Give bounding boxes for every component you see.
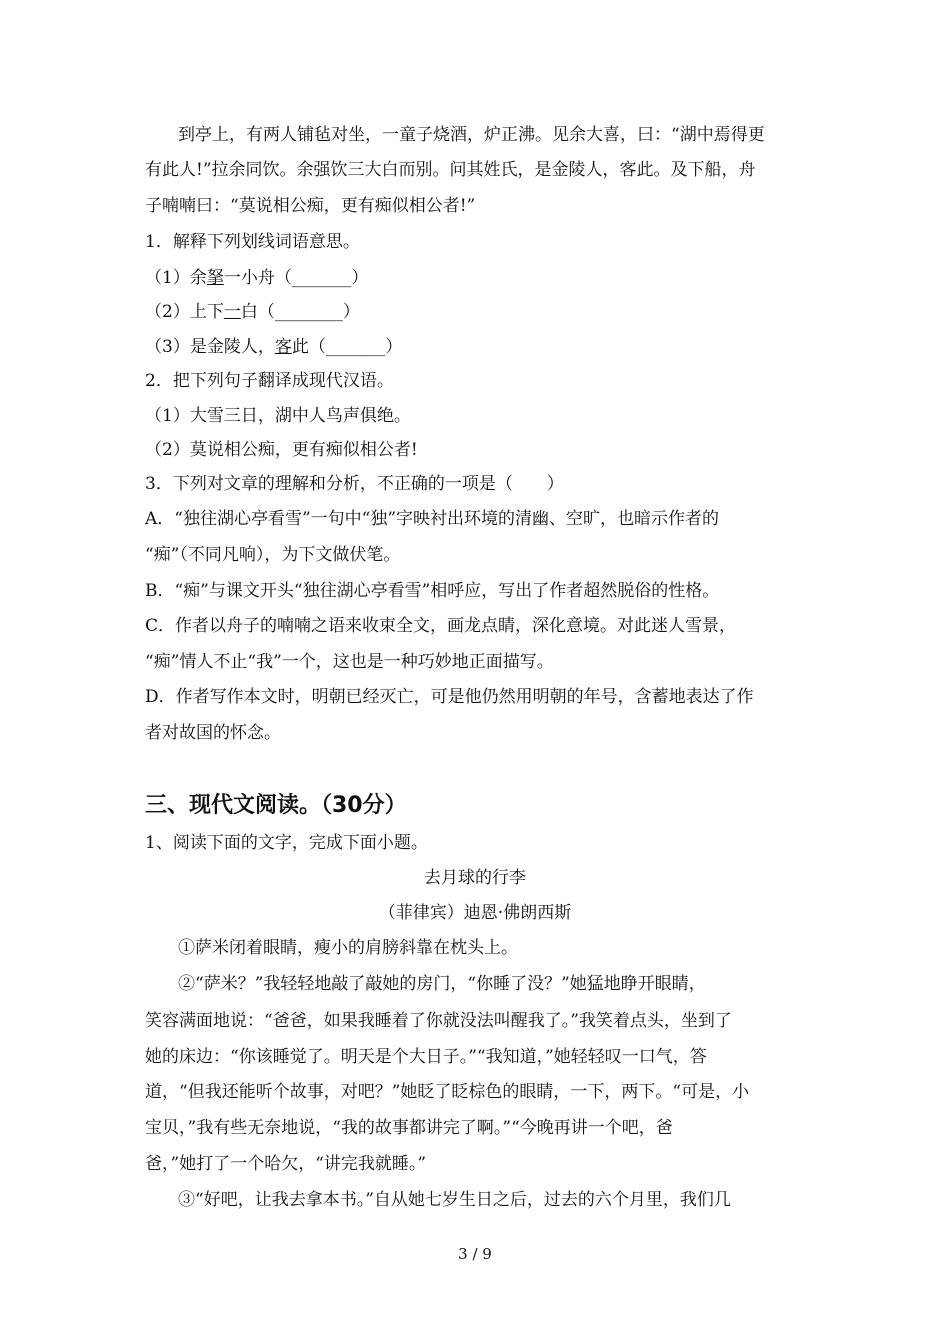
question-1-item bbox=[145, 301, 360, 323]
article-author: （菲律宾）迪恩·佛朗西斯 bbox=[378, 903, 572, 923]
option-b: B．“痴”与课文开头“独往湖心亭看雪”相呼应，写出了作者超然脱俗的性格。 bbox=[145, 581, 720, 601]
passage-line: 到亭上，有两人铺毡对坐，一童子烧酒，炉正沸。见余大喜，曰：“湖中焉得更 bbox=[178, 125, 765, 145]
paragraph-2-line: ②“萨米？”我轻轻地敲了敲她的房门，“你睡了没？”她猛地睁开眼睛， bbox=[178, 974, 706, 994]
section-heading: 三、现代文阅读。（30分） bbox=[145, 793, 407, 818]
option-a-continued: “痴”（不同凡响），为下文做伏笔。 bbox=[145, 545, 401, 565]
passage-line: 有此人!”拉余同饮。余强饮三大白而别。问其姓氏，是金陵人，客此。及下船，舟 bbox=[145, 160, 756, 180]
passage-line: 子喃喃曰：“莫说相公痴，更有痴似相公者!” bbox=[145, 196, 476, 216]
question-1-item bbox=[145, 267, 368, 289]
paragraph-2-line: 她的床边：“你该睡觉了。明天是个大日子。”“我知道，”她轻轻叹一口气，答 bbox=[145, 1047, 707, 1067]
underlined-word: 拏 bbox=[206, 268, 224, 288]
page-number: 3 / 9 bbox=[458, 1245, 492, 1263]
question-2-item: （2）莫说相公痴，更有痴似相公者! bbox=[145, 440, 418, 460]
item-text: 白（________） bbox=[240, 302, 360, 322]
underlined-word: 客 bbox=[274, 337, 292, 357]
item-text: 一小舟（_______） bbox=[223, 268, 369, 288]
item-text: （1）余 bbox=[145, 268, 207, 288]
question-3-stem: 3．下列对文章的理解和分析，不正确的一项是（ ） bbox=[145, 474, 564, 494]
item-text: （3）是金陵人， bbox=[145, 337, 275, 357]
paragraph-2-line: 道，“但我还能听个故事，对吧？”她眨了眨棕色的眼睛，一下，两下。“可是，小 bbox=[145, 1082, 750, 1102]
underlined-word: 一 bbox=[223, 302, 241, 322]
question-1-stem: 1．解释下列划线词语意思。 bbox=[145, 232, 360, 252]
question-1-item bbox=[145, 336, 402, 358]
paragraph-2-line: 宝贝，”我有些无奈地说，“我的故事都讲完了啊。”“今晚再讲一个吧，爸 bbox=[145, 1118, 673, 1138]
option-c: C．作者以舟子的喃喃之语来收束全文，画龙点睛，深化意境。对此迷人雪景， bbox=[145, 616, 737, 636]
question-2-stem: 2．把下列句子翻译成现代汉语。 bbox=[145, 371, 394, 391]
option-d-continued: 者对故国的怀念。 bbox=[145, 723, 281, 743]
question-2-item: （1）大雪三日，湖中人鸟声俱绝。 bbox=[145, 406, 411, 426]
option-a: A．“独往湖心亭看雪”一句中“独”字映衬出环境的清幽、空旷，也暗示作者的 bbox=[145, 509, 720, 529]
option-c-continued: “痴”情人不止“我”一个，这也是一种巧妙地正面描写。 bbox=[145, 652, 554, 672]
item-text: 此（_______） bbox=[291, 337, 403, 357]
paragraph-1: ①萨米闭着眼睛，瘦小的肩膀斜靠在枕头上。 bbox=[178, 938, 518, 958]
section-intro: 1、阅读下面的文字，完成下面小题。 bbox=[145, 833, 428, 853]
article-title: 去月球的行李 bbox=[424, 868, 526, 888]
paragraph-2-line: 笑容满面地说：“爸爸，如果我睡着了你就没法叫醒我了。”我笑着点头，坐到了 bbox=[145, 1011, 732, 1031]
item-text: （2）上下 bbox=[145, 302, 224, 322]
paragraph-2-line: 爸，”她打了一个哈欠，“讲完我就睡。” bbox=[145, 1154, 427, 1174]
paragraph-3-line: ③“好吧，让我去拿本书。”自从她七岁生日之后，过去的六个月里，我们几 bbox=[178, 1190, 731, 1210]
option-d: D．作者写作本文时，明朝已经灭亡，可是他仍然用明朝的年号，含蓄地表达了作 bbox=[145, 687, 754, 707]
